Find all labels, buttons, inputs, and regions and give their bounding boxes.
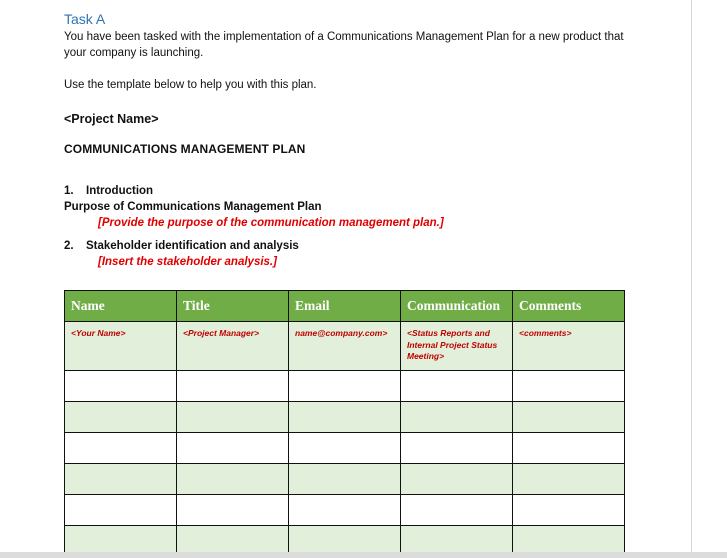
table-cell[interactable] <box>65 464 177 495</box>
cell-placeholder: <Your Name> <box>71 328 126 338</box>
table-cell[interactable] <box>177 322 289 371</box>
table-row <box>65 526 625 553</box>
cell-placeholder: <comments> <box>519 328 572 338</box>
table-cell[interactable] <box>65 371 177 402</box>
stakeholder-table <box>64 290 625 552</box>
table-cell[interactable] <box>401 464 513 495</box>
table-cell[interactable] <box>289 322 401 371</box>
table-cell[interactable] <box>401 371 513 402</box>
section-subtitle: Purpose of Communications Management Plan <box>64 201 322 213</box>
table-cell[interactable] <box>289 371 401 402</box>
table-cell[interactable] <box>289 495 401 526</box>
table-cell[interactable] <box>177 495 289 526</box>
table-row <box>65 371 625 402</box>
table-cell[interactable] <box>513 464 625 495</box>
table-cell[interactable] <box>513 433 625 464</box>
section-number: 2. <box>64 240 74 252</box>
task-title: Task A <box>64 11 106 27</box>
section-title: Stakeholder identification and analysis <box>86 240 299 252</box>
table-cell[interactable] <box>401 495 513 526</box>
table-header-row <box>65 291 625 322</box>
table-cell[interactable] <box>65 526 177 553</box>
table-cell[interactable] <box>177 526 289 553</box>
table-cell[interactable] <box>289 526 401 553</box>
table-row <box>65 402 625 433</box>
table-cell[interactable] <box>177 402 289 433</box>
header-title: Title <box>177 291 289 322</box>
table-cell[interactable] <box>289 464 401 495</box>
table-cell[interactable] <box>513 402 625 433</box>
table-cell[interactable] <box>65 402 177 433</box>
plan-title: COMMUNICATIONS MANAGEMENT PLAN <box>64 142 306 156</box>
section-instruction: [Provide the purpose of the communication management plan.] <box>98 217 444 229</box>
table-row <box>65 322 625 371</box>
template-instruction: Use the template below to help you with this plan. <box>64 79 317 91</box>
table-cell[interactable] <box>401 322 513 371</box>
table-cell[interactable] <box>513 495 625 526</box>
table-cell[interactable] <box>289 433 401 464</box>
table-cell[interactable] <box>401 526 513 553</box>
table-cell[interactable] <box>65 495 177 526</box>
table-cell[interactable] <box>513 526 625 553</box>
cell-placeholder: name@company.com> <box>295 328 388 338</box>
table-cell[interactable] <box>401 433 513 464</box>
project-name: <Project Name> <box>64 112 159 126</box>
section-instruction: [Insert the stakeholder analysis.] <box>98 256 277 268</box>
table-cell[interactable] <box>177 464 289 495</box>
table-row <box>65 433 625 464</box>
header-communication: Communication <box>401 291 513 322</box>
section-number: 1. <box>64 185 74 197</box>
section-introduction <box>64 183 664 199</box>
table-row <box>65 495 625 526</box>
horizontal-scrollbar[interactable] <box>0 552 727 558</box>
cell-placeholder: <Project Manager> <box>183 328 260 338</box>
table-row <box>65 464 625 495</box>
table-cell[interactable] <box>177 371 289 402</box>
table-cell[interactable] <box>289 402 401 433</box>
section-stakeholders <box>64 238 664 254</box>
header-comments: Comments <box>513 291 625 322</box>
table-cell[interactable] <box>513 371 625 402</box>
task-intro: You have been tasked with the implementation of a Communications Management Plan for a new product that your company is launching. <box>64 31 624 59</box>
table-cell[interactable] <box>513 322 625 371</box>
cell-placeholder: <Status Reports and Internal Project Status Meeting> <box>407 328 498 361</box>
header-name: Name <box>65 291 177 322</box>
page-margin-area <box>691 0 727 552</box>
section-title: Introduction <box>86 185 154 197</box>
table-cell[interactable] <box>177 433 289 464</box>
header-email: Email <box>289 291 401 322</box>
document-body <box>64 10 664 270</box>
table-cell[interactable] <box>401 402 513 433</box>
table-cell[interactable] <box>65 433 177 464</box>
table-cell[interactable] <box>65 322 177 371</box>
